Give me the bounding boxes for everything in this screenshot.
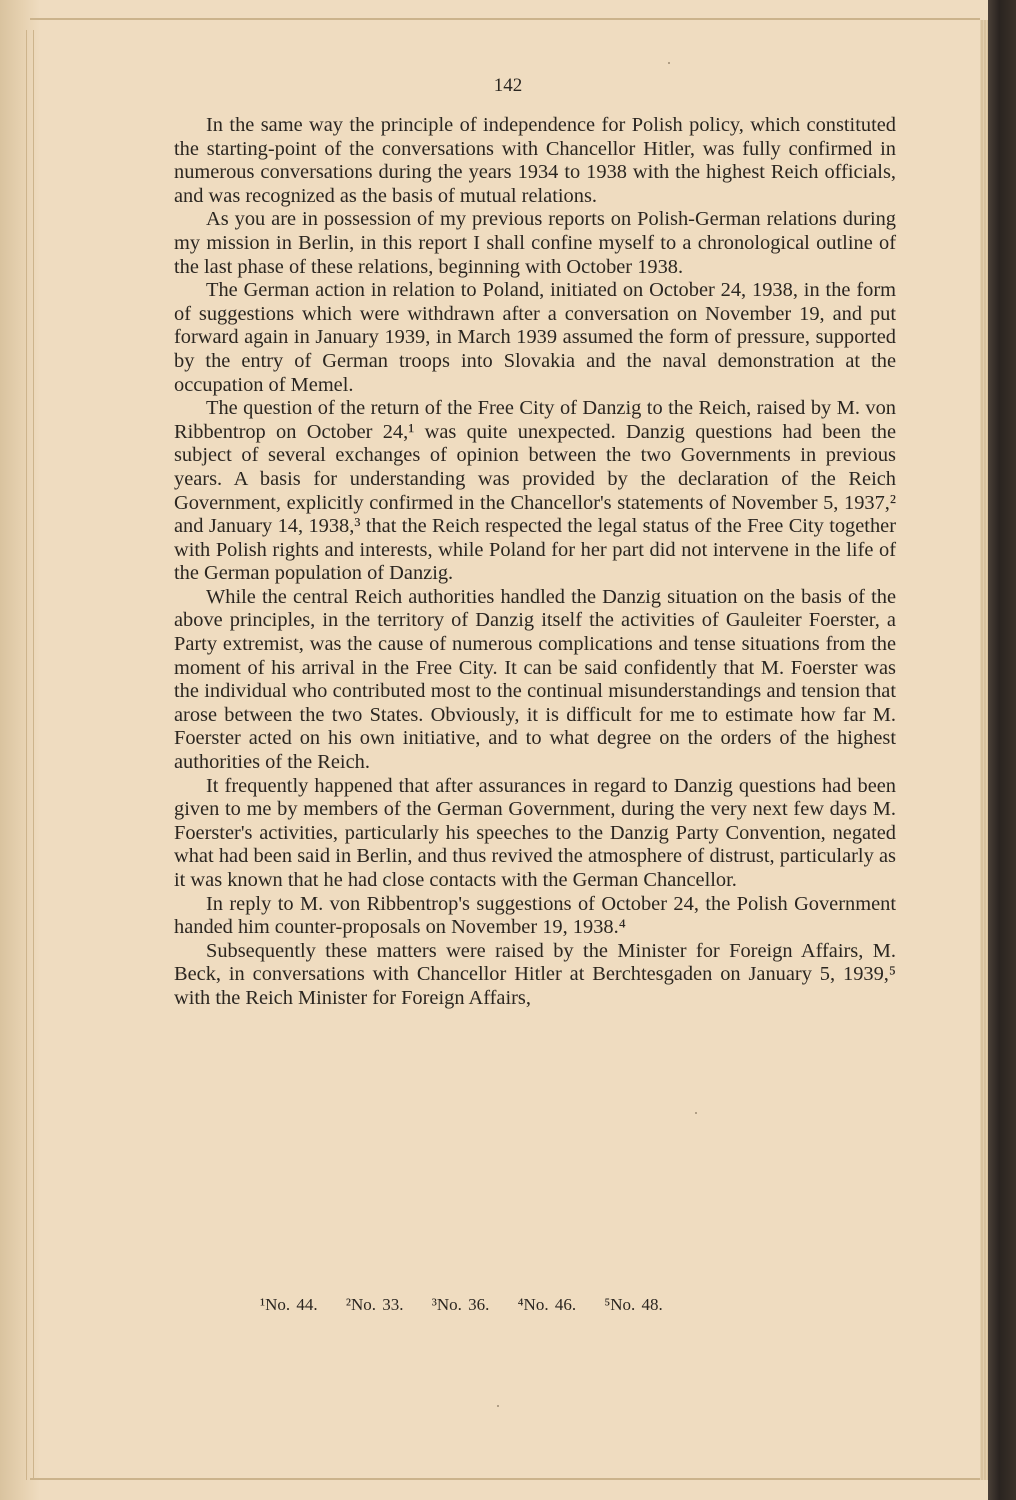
page-number: 142	[493, 75, 523, 96]
top-page-edge	[30, 18, 980, 20]
page-stack-edge	[980, 20, 988, 1480]
paragraph: While the central Reich authorities handled the Danzig situation on the basis of the above principles, in the territory of Danzig itself the activities of Gauleiter Foerster, a Party extremist, was the cause of numerous complications and tense situations from the moment of his arrival in the Free City. It can be said confidently that M. Foerster was the individual who contributed most to the continual misunderstandings and tension that arose between the two States. Obviously, it is difficult for me to estimate how far M. Foerster acted on his own initiative, and to what degree on the orders of the highest authorities of the Reich.	[174, 585, 896, 774]
paragraph: As you are in possession of my previous reports on Polish-German relations during my mission in Berlin, in this report I shall confine myself to a chronological outline of the last phase of these relations, beginning with October 1938.	[174, 208, 896, 278]
footnote: ⁴No. 46.	[517, 1295, 577, 1314]
footnote: ¹No. 44.	[260, 1295, 318, 1314]
footnote: ⁵No. 48.	[604, 1295, 663, 1314]
paper-speck	[668, 62, 670, 64]
footnotes	[260, 1295, 880, 1315]
footnote: ²No. 33.	[345, 1295, 404, 1314]
page-gutter	[0, 0, 40, 1500]
paragraph: The question of the return of the Free City of Danzig to the Reich, raised by M. von Ribbentrop on October 24,¹ was quite unexpected. Danzig questions had been the subject of several exchanges of opinion between the two Governments in previous years. A basis for understanding was provided by the declaration of the Reich Government, explicitly confirmed in the Chancellor's statements of November 5, 1937,² and January 14, 1938,³ that the Reich respected the legal status of the Free City together with Polish rights and interests, while Poland for her part did not intervene in the life of the German population of Danzig.	[174, 397, 896, 585]
paper-speck	[497, 1405, 499, 1407]
paragraph: In the same way the principle of independence for Polish policy, which constituted the starting-point of the conversations with Chancellor Hitler, was fully confirmed in numerous conversations during the years 1934 to 1938 with the highest Reich officials, and was recognized as the basis of mutual relations.	[174, 114, 896, 207]
bottom-page-edge	[30, 1478, 980, 1480]
paragraph: Subsequently these matters were raised by the Minister for Foreign Affairs, M. Beck, in conversations with Chancellor Hitler at Berchtesgaden on January 5, 1939,⁵ with the Reich Minister for Foreign Affairs,	[174, 939, 896, 1009]
paragraph: It frequently happened that after assurances in regard to Danzig questions had been given to me by members of the German Government, during the very next few days M. Foerster's activities, particularly his speeches to the Danzig Party Convention, negated what had been said in Berlin, and thus revived the atmosphere of distrust, particularly as it was known that he had close contacts with the German Chancellor.	[174, 774, 896, 891]
paragraph: In reply to M. von Ribbentrop's suggestions of October 24, the Polish Government handed him counter-proposals on November 19, 1938.⁴	[174, 892, 896, 939]
book-binding	[988, 0, 1016, 1500]
body-text	[174, 114, 896, 1011]
footnote: ³No. 36.	[431, 1295, 490, 1314]
paper-speck	[695, 1112, 697, 1114]
paragraph: The German action in relation to Poland, initiated on October 24, 1938, in the form of suggestions which were withdrawn after a conversation on November 19, and put forward again in January 1939, in March 1939 assumed the form of pressure, supported by the entry of German troops into Slovakia and the naval demonstration at the occupation of Memel.	[174, 279, 896, 396]
gutter-line	[33, 30, 34, 1480]
gutter-line	[26, 30, 27, 1480]
